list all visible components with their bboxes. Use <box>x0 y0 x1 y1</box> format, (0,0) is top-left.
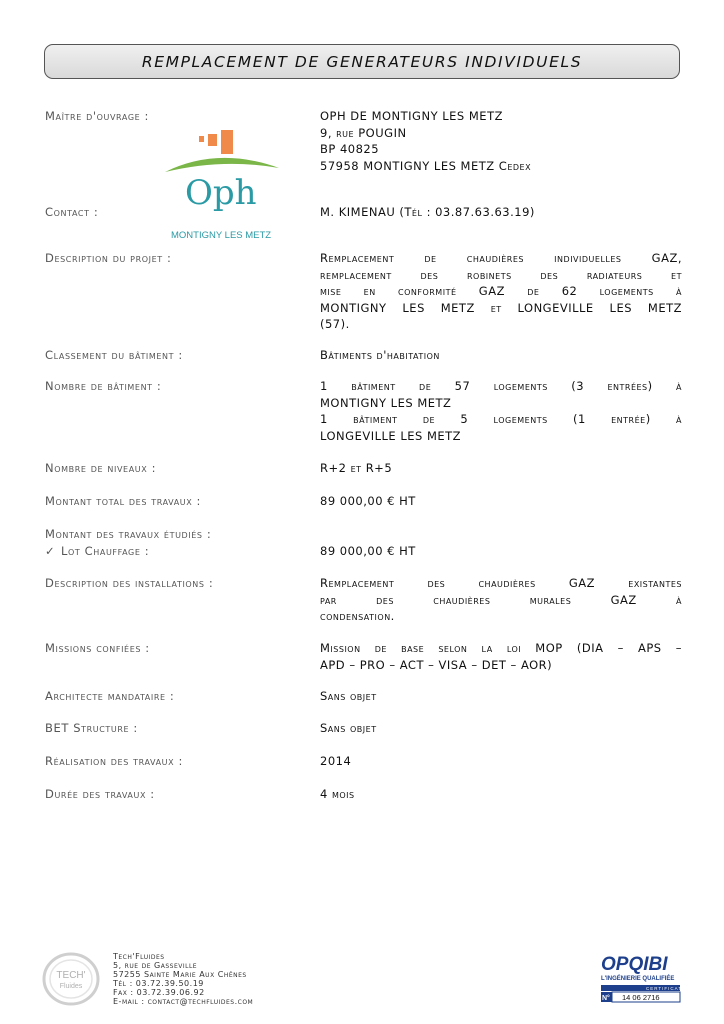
value-bet: Sans objet <box>320 721 377 735</box>
footer-address1: 5, rue de Gasseville <box>113 961 198 970</box>
label-nombre-batiment: Nombre de bâtiment : <box>45 379 162 393</box>
value-missions <box>320 640 682 673</box>
label-architecte: Architecte mandataire : <box>45 689 175 703</box>
label-montant-etudies: Montant des travaux étudiés : <box>45 527 212 541</box>
label-realisation: Réalisation des travaux : <box>45 754 183 768</box>
value-line: 1 bâtiment de 5 logements (1 entrée) à <box>320 412 682 426</box>
cert-label: CERTIFICAT <box>646 986 682 991</box>
value-duree: 4 mois <box>320 787 355 801</box>
value-line: 9, rue POUGIN <box>320 125 407 140</box>
value-line: 57958 MONTIGNY LES METZ Cedex <box>320 158 532 173</box>
value-line: 1 bâtiment de 57 logements (3 entrées) à <box>320 379 682 393</box>
value-realisation: 2014 <box>320 754 352 768</box>
value-nombre-batiment <box>320 378 682 444</box>
tech-logo-line2: Fluides <box>59 983 83 990</box>
label-description: Description du projet : <box>45 251 172 265</box>
value-line: (57). <box>320 317 350 331</box>
cert-tagline: L'INGÉNIERIE QUALIFIÉE <box>601 976 675 982</box>
value-installations <box>320 575 682 625</box>
footer-address <box>113 952 253 1006</box>
value-line: LONGEVILLE LES METZ <box>320 428 462 443</box>
footer-address2: 57255 Sainte Marie Aux Chênes <box>113 970 247 979</box>
value-montant-total: 89 000,00 € HT <box>320 494 416 508</box>
label-montant-total: Montant total des travaux : <box>45 494 202 508</box>
label-duree: Durée des travaux : <box>45 787 155 801</box>
label-lot: Lot Chauffage : <box>61 544 150 558</box>
cert-number: 14 06 2716 <box>622 993 660 1002</box>
value-lot: 89 000,00 € HT <box>320 544 416 558</box>
value-line: par des chaudières murales GAZ à <box>320 592 682 607</box>
value-line: mise en conformité GAZ de 62 logements à <box>320 284 682 298</box>
value-line: APD – PRO – ACT – VISA – DET – AOR) <box>320 657 553 672</box>
value-classement: Bâtiments d'habitation <box>320 348 440 362</box>
label-missions: Missions confiées : <box>45 641 150 655</box>
check-icon: ✓ <box>45 544 56 558</box>
tech-logo-line1: TECH' <box>56 970 86 981</box>
value-line: Remplacement de chaudières individuelles GAZ, <box>320 251 682 265</box>
value-line: Mission de base selon la loi MOP (DIA – APS – <box>320 641 682 655</box>
label-niveaux: Nombre de niveaux : <box>45 461 157 475</box>
value-niveaux: R+2 et R+5 <box>320 461 393 475</box>
label-classement: Classement du bâtiment : <box>45 348 183 362</box>
value-maitre <box>320 108 682 174</box>
value-line: Remplacement des chaudières GAZ existantes <box>320 576 682 590</box>
label-contact: Contact : <box>45 205 99 219</box>
logo-text: Oph <box>185 173 257 213</box>
footer-email: E-mail : contact@techfluides.com <box>113 997 254 1006</box>
label-installations: Description des installations : <box>45 576 214 590</box>
value-line: BP 40825 <box>320 142 380 156</box>
cert-prefix: N° <box>602 995 610 1002</box>
value-line: remplacement des robinets des radiateurs et <box>320 267 682 282</box>
page-title: REMPLACEMENT DE GENERATEURS INDIVIDUELS <box>141 52 583 71</box>
title-box <box>44 44 680 79</box>
value-architecte: Sans objet <box>320 689 377 703</box>
oph-logo <box>163 126 283 242</box>
footer-tel: Tél : 03.72.39.50.19 <box>113 979 204 988</box>
techfluides-logo <box>40 951 102 1007</box>
value-line: condensation. <box>320 609 395 623</box>
logo-caption: MONTIGNY LES METZ <box>171 230 272 241</box>
footer-company: Tech'Fluides <box>113 952 165 961</box>
cert-brand: OPQIBI <box>601 954 668 975</box>
value-line: MONTIGNY LES METZ <box>320 395 452 410</box>
label-bet: BET Structure : <box>45 721 138 735</box>
value-line: MONTIGNY LES METZ et LONGEVILLE LES METZ <box>320 300 682 315</box>
value-description <box>320 250 682 333</box>
footer-fax: Fax : 03.72.39.06.92 <box>113 988 205 997</box>
label-maitre: Maître d'ouvrage : <box>45 109 150 123</box>
value-contact: M. KIMENAU (Tél : 03.87.63.63.19) <box>320 205 535 219</box>
value-line: OPH DE MONTIGNY LES METZ <box>320 109 503 123</box>
opqibi-logo <box>598 950 682 1006</box>
